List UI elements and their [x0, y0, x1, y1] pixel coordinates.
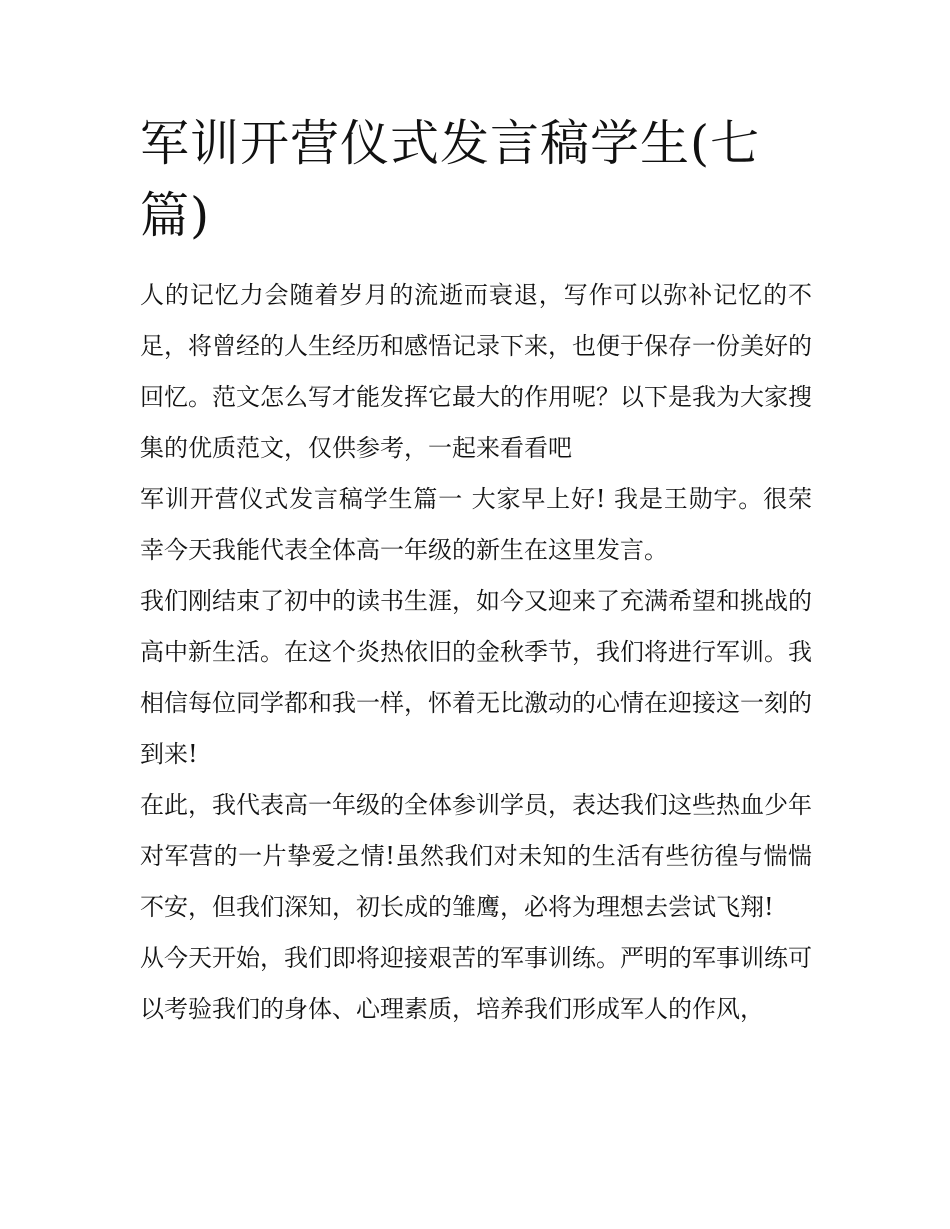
- document-page: [140, 108, 812, 1035]
- paragraph-1: 军训开营仪式发言稿学生篇一 大家早上好! 我是王勋宇。很荣幸今天我能代表全体高一年级的新生在这里发言。: [140, 485, 812, 564]
- paragraph-2: 我们刚结束了初中的读书生涯，如今又迎来了充满希望和挑战的高中新生活。在这个炎热依旧的金秋季节，我们将进行军训。我相信每位同学都和我一样，怀着无比激动的心情在迎接这一刻的到来!: [140, 587, 812, 768]
- paragraph-3: 在此，我代表高一年级的全体参训学员，表达我们这些热血少年对军营的一片挚爱之情!虽然我们对未知的生活有些彷徨与惴惴不安，但我们深知，初长成的雏鹰，必将为理想去尝试飞翔!: [140, 791, 812, 921]
- document-title: 军训开营仪式发言稿学生(七篇): [140, 115, 761, 244]
- paragraph-intro: 人的记忆力会随着岁月的流逝而衰退，写作可以弥补记忆的不足，将曾经的人生经历和感悟记录下来，也便于保存一份美好的回忆。范文怎么写才能发挥它最大的作用呢？以下是我为大家搜集的优质范文，仅供参考，一起来看看吧: [140, 281, 812, 462]
- paragraph-4: 从今天开始，我们即将迎接艰苦的军事训练。严明的军事训练可以考验我们的身体、心理素质，培养我们形成军人的作风，: [140, 944, 812, 1023]
